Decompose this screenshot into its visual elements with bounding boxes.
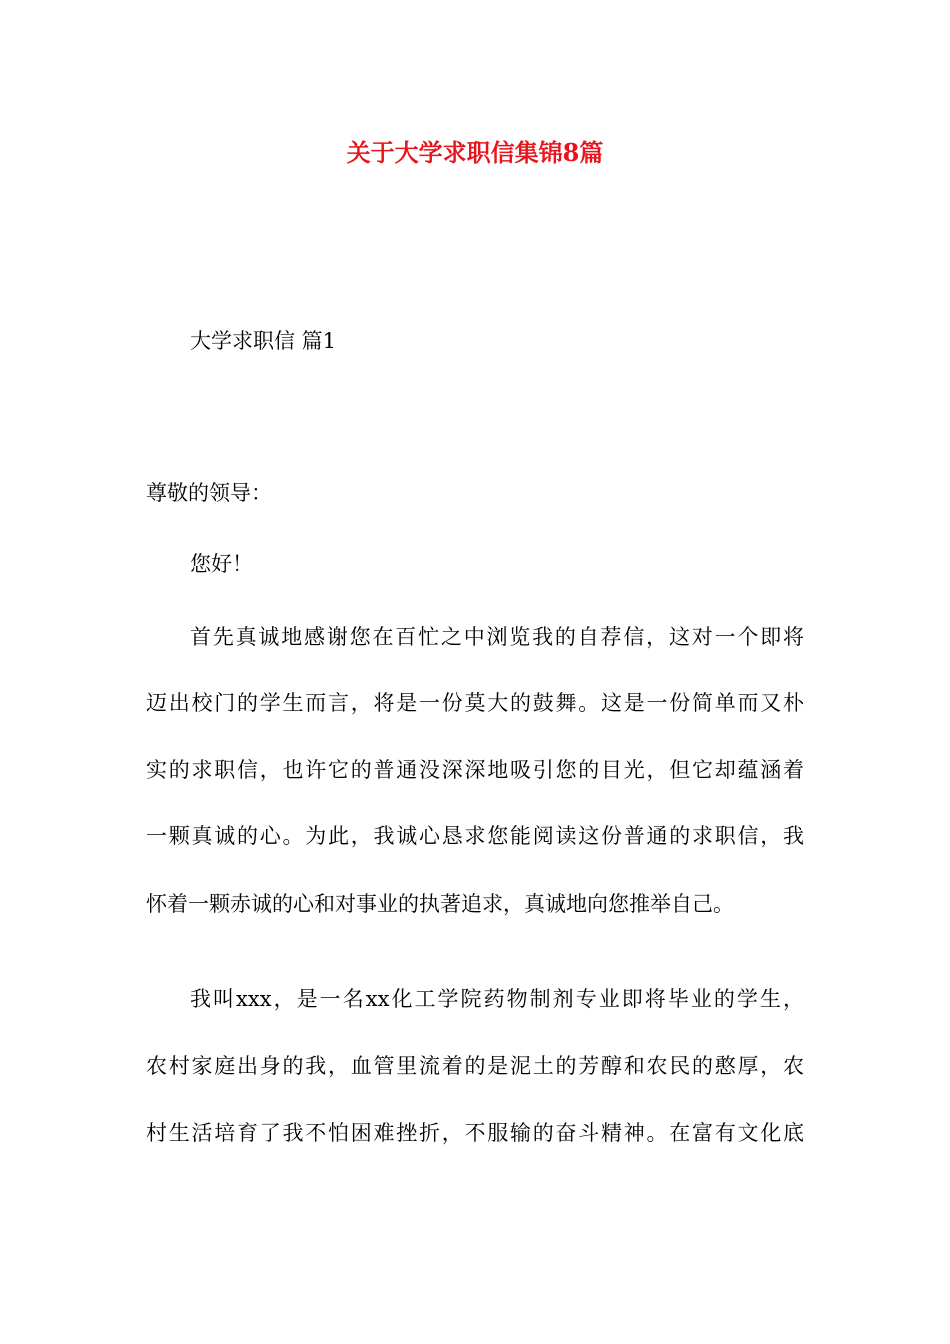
paragraph2-line: 农村家庭出身的我，血管里流着的是泥土的芳醇和农民的憨厚，农 bbox=[146, 1054, 804, 1078]
salutation: 尊敬的领导： bbox=[146, 481, 272, 505]
paragraph2-line: 村生活培育了我不怕困难挫折，不服输的奋斗精神。在富有文化底 bbox=[146, 1121, 804, 1145]
paragraph1-line: 怀着一颗赤诚的心和对事业的执著追求，真诚地向您推举自己。 bbox=[146, 892, 734, 916]
document-title: 关于大学求职信集锦8篇 bbox=[346, 138, 604, 167]
paragraph1-line: 实的求职信，也许它的普通没深深地吸引您的目光，但它却蕴涵着 bbox=[146, 758, 804, 782]
paragraph1-line: 迈出校门的学生而言，将是一份莫大的鼓舞。这是一份简单而又朴 bbox=[146, 691, 804, 715]
paragraph2-line: 我叫xxx，是一名xx化工学院药物制剂专业即将毕业的学生， bbox=[190, 987, 804, 1011]
section-heading: 大学求职信 篇1 bbox=[190, 329, 337, 353]
paragraph1-line: 首先真诚地感谢您在百忙之中浏览我的自荐信，这对一个即将 bbox=[190, 625, 804, 649]
greeting: 您好！ bbox=[190, 552, 253, 576]
paragraph1-line: 一颗真诚的心。为此，我诚心恳求您能阅读这份普通的求职信，我 bbox=[146, 824, 804, 848]
